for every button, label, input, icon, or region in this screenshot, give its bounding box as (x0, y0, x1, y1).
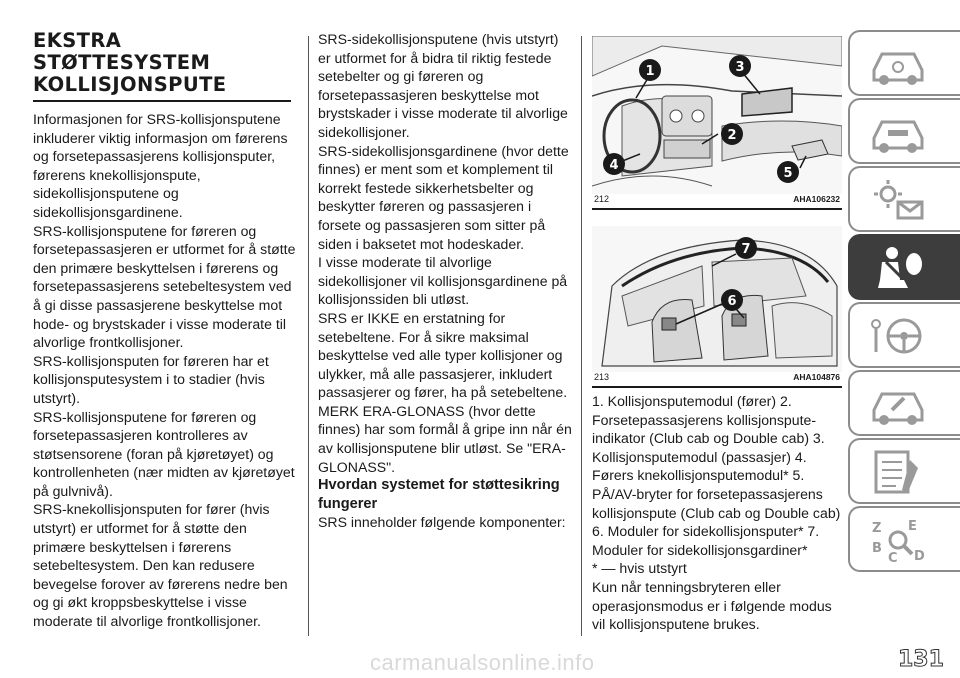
column-middle (318, 30, 574, 532)
paragraph: SRS-knekollisjonsputen for fører (hvis utstyrt) er utformet for å støtte den primære beskyttelsen i førerens setebeltesystem. Den kan redusere bevegelse forover av førerens nedre ben og gi økt kroppsbeskyttelse i visse moderate til alvorlige frontkollisjoner. (33, 501, 288, 630)
tab-car-info[interactable] (848, 98, 960, 164)
tab-car-tools[interactable] (848, 370, 960, 436)
callout: 7 (741, 242, 751, 257)
tab-car-dashboard[interactable] (848, 30, 960, 96)
tab-seat-airbag[interactable] (848, 234, 960, 300)
section-title (33, 30, 291, 102)
paragraph: Informasjonen for SRS-kollisjonsputene inkluderer viktig informasjon om førerens og forsetepassasjerens kollisjonsputer, førerens knekollisjonspute, sidekollisjonsputene og sidekollisjonsgardinene. (33, 111, 288, 220)
title-line: KOLLISJONSPUTE (33, 73, 227, 96)
document-list-icon (868, 448, 928, 496)
paragraph: SRS-sidekollisjonsgardinene (hvor dette finnes) er ment som et komplement til korrekt festede sikkerhetsbelter og beskytter føreren og passasjeren i forsete og passasjeren som sitter på siden i baksetet mot hodeskader. (318, 142, 569, 252)
seat-airbag-icon (868, 244, 928, 292)
legend-paragraph: 1. Kollisjonsputemodul (fører) 2. Forsetepassasjerens kollisjonspute-indikator (Club cab og Double cab) 3. Kollisjonsputemodul (passasjer) 4. Førers knekollisjonsputemodul* 5. PÅ/AV-bryter for forsetepassasjerens kollisjonspute (Club cab og Double cab) 6. Moduler for sidekollisjonsputer* 7. Moduler for sidekollisjonsgardiner* (592, 393, 841, 558)
figure-number: 213 (594, 372, 610, 382)
figure-number: 212 (594, 194, 610, 204)
figure-212 (592, 36, 842, 204)
svg-text:C: C (888, 551, 898, 564)
callout: 2 (727, 128, 737, 143)
dashboard-illustration (592, 36, 842, 194)
subheading: Hvordan systemet for støttesikring fungerer (318, 477, 560, 512)
tab-document-list[interactable] (848, 438, 960, 504)
svg-text:Z: Z (872, 521, 882, 536)
figure-213 (592, 226, 842, 382)
car-info-icon (868, 108, 928, 156)
figure-code: AHA106232 (793, 194, 840, 204)
tab-alphabet-index[interactable] (848, 506, 960, 572)
tab-warning-lights[interactable] (848, 166, 960, 232)
figure-caption (592, 194, 842, 210)
watermark: carmanualsonline.info (370, 650, 595, 675)
column-right (592, 392, 844, 634)
paragraph: SRS-kollisjonsputen for føreren har et kollisjonsputesystem i to stadier (hvis utstyrt). (33, 352, 269, 406)
page-number: 131 (898, 647, 944, 672)
tab-steering-wheel[interactable] (848, 302, 960, 368)
svg-text:B: B (872, 541, 882, 556)
title-line: EKSTRA (33, 29, 122, 52)
paragraph: SRS inneholder følgende komponenter: (318, 514, 566, 531)
callout: 4 (609, 158, 619, 173)
paragraph: MERK ERA-GLONASS (hvor dette finnes) har som formål å gripe inn når én av kollisjonsputene blir utløst. Se "ERA-GLONASS". (318, 402, 572, 475)
callout: 6 (727, 294, 737, 309)
paragraph: SRS-kollisjonsputene for føreren og forsetepassasjeren er utformet for å støtte den primære beskyttelsen i førerens og forsetepassasjerens setebeltesystem ved å gi disse passasjerene beskyttelse mot hode- og brystskader i visse moderate til alvorlige frontkollisjoner. (33, 222, 296, 351)
svg-text:D: D (914, 549, 925, 564)
paragraph: SRS er IKKE en erstatning for setebeltene. For å sikre maksimal beskyttelse ved alle typer kollisjoner og ulykker, må alle passasjerer, inkludert passasjerer og fører, ha på setebeltene. (318, 309, 568, 401)
warning-lights-icon (868, 176, 928, 224)
figure-code: AHA104876 (793, 372, 840, 382)
callout: 5 (783, 166, 793, 181)
car-tools-icon (868, 380, 928, 428)
callout: 1 (645, 64, 655, 79)
svg-text:E: E (908, 519, 917, 534)
column-left (33, 30, 299, 631)
cabin-side-illustration (592, 226, 842, 372)
alphabet-index-icon (868, 516, 928, 564)
column-divider (581, 36, 582, 636)
paragraph: I visse moderate til alvorlige sidekollisjoner vil kollisjonsgardinene på kollisjonssiden bli utløst. (318, 254, 568, 308)
footnote: * — hvis utstyrt (592, 560, 687, 577)
steering-wheel-icon (868, 312, 928, 360)
title-line: STØTTESYSTEM (33, 51, 211, 74)
figure-caption (592, 372, 842, 388)
paragraph: SRS-kollisjonsputene for føreren og forsetepassasjeren kontrolleres av støtsensorene (foran på kjøretøyet) og kontrollenheten (nær midten av kjøretøyet på gulvnivå). (33, 408, 295, 499)
paragraph: Kun når tenningsbryteren eller operasjonsmodus er i følgende modus vil kollisjonsputene brukes. (592, 578, 832, 633)
paragraph: SRS-sidekollisjonsputene (hvis utstyrt) er utformet for å bidra til riktig festede setebelter og gi føreren og forsetepassasjeren beskyttelse mot brystskader i visse moderate til alvorlige sidekollisjoner. (318, 31, 568, 140)
callout: 3 (735, 60, 745, 75)
car-dashboard-icon (868, 40, 928, 88)
column-divider (308, 36, 309, 636)
